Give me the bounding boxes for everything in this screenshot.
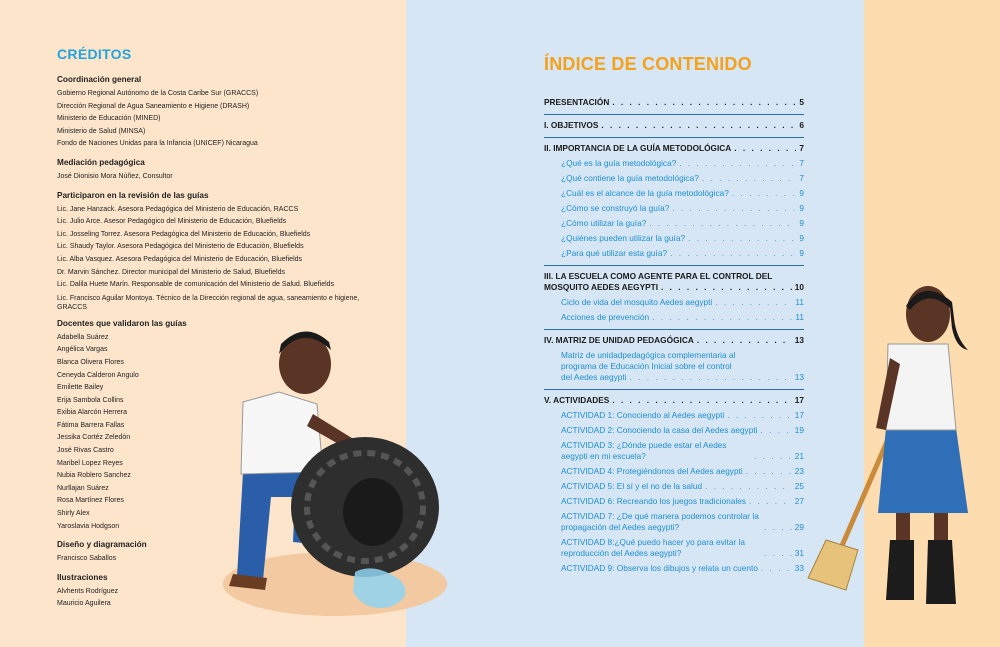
credits-heading: Docentes que validaron las guías bbox=[57, 318, 187, 328]
toc-page-number: 11 bbox=[795, 297, 804, 307]
teacher-name: Jessika Cortéz Zeledón bbox=[57, 434, 131, 442]
toc-entry-label: V. ACTIVIDADES bbox=[544, 395, 610, 405]
credits-line: Dr. Marvin Sánchez. Director municipal del Ministerio de Salud, Bluefields bbox=[57, 268, 285, 276]
toc-entry[interactable] bbox=[544, 97, 804, 108]
credits-line: Lic. Alba Vasquez. Asesora Pedagógica del Ministerio de Educación, Bluefields bbox=[57, 255, 303, 263]
toc-subentry[interactable] bbox=[544, 466, 804, 477]
tire-hole bbox=[343, 478, 403, 546]
toc-page-number: 13 bbox=[794, 372, 804, 382]
girl-boot bbox=[886, 540, 914, 600]
toc-subentry-label: ACTIVIDAD 8:¿Qué puedo hacer yo para evitar la reproducción del Aedes aegypti? bbox=[561, 537, 746, 558]
toc-subentry-label: ¿Qué contiene la guía metodológica? bbox=[561, 173, 699, 183]
credits-reviewers bbox=[57, 191, 397, 312]
teacher-name: Ceneyda Calderon Angulo bbox=[57, 371, 139, 379]
credits-title: CRÉDITOS bbox=[57, 46, 132, 62]
toc-entry[interactable] bbox=[544, 271, 804, 293]
credits-line: Dirección Regional de Agua Saneamiento e Higiene (DRASH) bbox=[57, 102, 250, 110]
toc-subentry[interactable] bbox=[544, 410, 804, 421]
divider bbox=[544, 265, 804, 266]
toc-page-number: 9 bbox=[799, 218, 804, 228]
toc-subentry-label: ACTIVIDAD 5: El sí y el no de la salud bbox=[561, 481, 703, 491]
toc-subentry-label: ACTIVIDAD 3: ¿Dónde puede estar el Aedes aegypti en mi escuela? bbox=[561, 440, 727, 461]
credits-line: Ministerio de Educación (MINED) bbox=[57, 115, 161, 123]
toc-page-number: 9 bbox=[799, 248, 804, 258]
toc-page-number: 9 bbox=[799, 188, 804, 198]
toc-page-number: 21 bbox=[794, 451, 804, 461]
girl-boot bbox=[926, 540, 956, 604]
toc-entry-label-line2: MOSQUITO AEDES AEGYPTI bbox=[544, 282, 659, 292]
toc-page-number: 9 bbox=[799, 203, 804, 213]
toc-page-number: 17 bbox=[794, 395, 804, 405]
toc-subentry[interactable] bbox=[544, 537, 804, 559]
broom-head bbox=[808, 540, 858, 590]
toc-page-number: 9 bbox=[799, 233, 804, 243]
toc-page-number: 17 bbox=[794, 410, 804, 420]
credits-heading: Coordinación general bbox=[57, 75, 142, 84]
teacher-name: Erija Sambola Collins bbox=[57, 396, 124, 404]
toc-subentry[interactable] bbox=[544, 233, 804, 244]
teacher-name: Rosa Martínez Flores bbox=[57, 497, 124, 505]
teacher-name: José Rivas Castro bbox=[57, 447, 114, 455]
credits-line: Alvhents Rodríguez bbox=[57, 587, 119, 595]
teacher-name: Nurllajan Suárez bbox=[57, 484, 109, 492]
toc-page-number: 11 bbox=[795, 312, 804, 322]
credits-line: Gobierno Regional Autónomo de la Costa Caribe Sur (GRACCS) bbox=[57, 90, 259, 97]
divider bbox=[544, 137, 804, 138]
toc-page-number: 23 bbox=[794, 466, 804, 476]
toc-subentry-label: ¿Qué es la guía metodológica? bbox=[561, 158, 677, 168]
teacher-name: Angélica Vargas bbox=[57, 346, 108, 354]
teacher-name: Nubia Roblero Sanchez bbox=[57, 472, 131, 480]
toc-entry-label-line1: III. LA ESCUELA COMO AGENTE PARA EL CONTROL DEL bbox=[544, 271, 773, 281]
table-of-contents bbox=[544, 54, 804, 574]
credits-heading: Mediación pedagógica bbox=[57, 157, 145, 167]
toc-page-number: 7 bbox=[799, 143, 804, 153]
girl-blouse bbox=[886, 344, 956, 430]
toc-subentry[interactable] bbox=[544, 511, 804, 533]
toc-entry-label: I. OBJETIVOS bbox=[544, 120, 599, 130]
toc-subentry-label: ACTIVIDAD 1: Conociendo al Aedes aegypti bbox=[561, 410, 725, 420]
toc-subentry[interactable] bbox=[544, 350, 804, 383]
teacher-name: Blanca Olivera Flores bbox=[57, 358, 124, 366]
toc-page-number: 13 bbox=[794, 335, 804, 345]
teacher-name: Fátima Barrera Fallas bbox=[57, 421, 125, 429]
toc-subentry[interactable] bbox=[544, 440, 804, 462]
toc-subentry[interactable] bbox=[544, 218, 804, 229]
toc-page-number: 7 bbox=[799, 158, 804, 168]
toc-page-number: 25 bbox=[794, 481, 804, 491]
credits-line: Francisco Saballos bbox=[57, 555, 117, 563]
credits-line: Lic. Julio Arce. Asesor Pedagógico del Ministerio de Educación, Bluefields bbox=[57, 218, 287, 226]
toc-entry[interactable] bbox=[544, 335, 804, 346]
toc-subentry-label: ¿Para qué utilizar esta guía? bbox=[561, 248, 668, 258]
toc-subentry[interactable] bbox=[544, 563, 804, 574]
credits-line: Lic. Francisco Aguilar Montoya. Técnico de la Dirección regional de agua, saneamiento e higiene, GRACCS bbox=[57, 294, 360, 311]
girl-skirt bbox=[878, 428, 968, 513]
toc-subentry-label: Ciclo de vida del mosquito Aedes aegypti bbox=[561, 297, 713, 307]
toc-subentry-label: ACTIVIDAD 6: Recreando los juegos tradicionales bbox=[561, 496, 746, 506]
credits-line: Lic. Josseling Torrez. Asesora Pedagógica del Ministerio de Educación, Bluefields bbox=[57, 230, 311, 238]
toc-page-number: 5 bbox=[799, 97, 804, 107]
toc-subentry-label-line1: Matriz de unidadpedagógica complementaria al bbox=[561, 350, 736, 360]
toc-entry[interactable] bbox=[544, 395, 804, 406]
toc-subentry[interactable] bbox=[544, 158, 804, 169]
credits-line: José Dionisio Mora Núñez, Consultor bbox=[57, 172, 173, 180]
credits-heading: Diseño y diagramación bbox=[57, 540, 147, 550]
toc-subentry-label: ¿Cómo utilizar la guía? bbox=[561, 218, 647, 228]
toc-page-number: 6 bbox=[799, 120, 804, 130]
toc-page-number: 33 bbox=[794, 563, 804, 573]
teacher-name: Emilette Bailey bbox=[57, 384, 104, 392]
toc-subentry-label: Acciones de prevención bbox=[561, 312, 650, 322]
toc-subentry-label-line2: programa de Educación Inicial sobre el control bbox=[561, 361, 732, 371]
boy-with-tire-illustration bbox=[215, 322, 455, 622]
toc-page-number: 31 bbox=[794, 548, 804, 558]
toc-page-number: 19 bbox=[794, 425, 804, 435]
toc-page-number: 7 bbox=[799, 173, 804, 183]
teacher-name: Yaroslavia Hodgson bbox=[57, 522, 120, 530]
toc-subentry-label: ¿Quiénes pueden utilizar la guía? bbox=[561, 233, 686, 243]
toc-subentry[interactable] bbox=[544, 496, 804, 507]
credits-coordination bbox=[57, 75, 397, 151]
credits-heading: Ilustraciones bbox=[57, 572, 108, 582]
toc-entry[interactable] bbox=[544, 143, 804, 154]
toc-subentry-label: ACTIVIDAD 4: Protegiéndonos del Aedes aegypti bbox=[561, 466, 743, 476]
toc-subentry[interactable] bbox=[544, 297, 804, 308]
credits-line: Mauricio Aguilera bbox=[57, 600, 111, 608]
toc-page-number: 27 bbox=[794, 496, 804, 506]
divider bbox=[544, 329, 804, 330]
toc-subentry[interactable] bbox=[544, 203, 804, 214]
toc-subentry-label: ¿Cómo se construyó la guía? bbox=[561, 203, 670, 213]
credits-heading: Participaron en la revisión de las guías bbox=[57, 190, 209, 200]
toc-entry-label: II. IMPORTANCIA DE LA GUÍA METODOLÓGICA bbox=[544, 143, 732, 153]
credits-line: Lic. Jane Hanzack. Asesora Pedagógica del Ministerio de Educación, RACCS bbox=[57, 205, 299, 213]
toc-subentry[interactable] bbox=[544, 312, 804, 323]
credits-line: Ministerio de Salud (MINSA) bbox=[57, 127, 146, 135]
divider bbox=[544, 389, 804, 390]
toc-title: ÍNDICE DE CONTENIDO bbox=[544, 54, 752, 74]
toc-page-number: 10 bbox=[794, 282, 804, 292]
teacher-name: Adabella Suárez bbox=[57, 333, 109, 341]
girl-sweeping-illustration bbox=[806, 278, 976, 613]
toc-entry[interactable] bbox=[544, 120, 804, 131]
toc-subentry-label: ¿Cuál es el alcance de la guía metodológica? bbox=[561, 188, 729, 198]
teacher-name: Exibia Alarcón Herrera bbox=[57, 409, 128, 417]
toc-subentry-label: ACTIVIDAD 7: ¿De qué manera podemos controlar la propagación del Aedes aegypti? bbox=[561, 511, 759, 532]
toc-subentry[interactable] bbox=[544, 481, 804, 492]
toc-entry-label: IV. MATRIZ DE UNIDAD PEDAGÓGICA bbox=[544, 335, 694, 345]
credits-line: Lic. Dalila Huete Marín. Responsable de comunicación del Ministerio de Salud. Bluefields bbox=[57, 281, 335, 289]
teacher-name: Shirly Alex bbox=[57, 510, 90, 518]
credits-mediation bbox=[57, 158, 397, 184]
toc-entry-label: PRESENTACIÓN bbox=[544, 97, 610, 107]
toc-subentry[interactable] bbox=[544, 188, 804, 199]
credits-line: Lic. Shaudy Taylor. Asesora Pedagógica del Ministerio de Educación, Bluefields bbox=[57, 243, 304, 251]
toc-subentry-label: ACTIVIDAD 9: Observa los dibujos y relata un cuento bbox=[561, 563, 758, 573]
toc-subentry[interactable] bbox=[544, 173, 804, 184]
toc-subentry[interactable] bbox=[544, 248, 804, 259]
teacher-name: Maribel Lopez Reyes bbox=[57, 459, 123, 467]
toc-subentry[interactable] bbox=[544, 425, 804, 436]
divider bbox=[544, 114, 804, 115]
toc-page-number: 29 bbox=[794, 522, 804, 532]
toc-subentry-label-line3: del Aedes aegypti bbox=[561, 372, 627, 382]
toc-subentry-label: ACTIVIDAD 2: Conociendo la casa del Aedes aegypti bbox=[561, 425, 758, 435]
credits-line: Fondo de Naciones Unidas para la Infancia (UNICEF) Nicaragua bbox=[57, 140, 258, 148]
